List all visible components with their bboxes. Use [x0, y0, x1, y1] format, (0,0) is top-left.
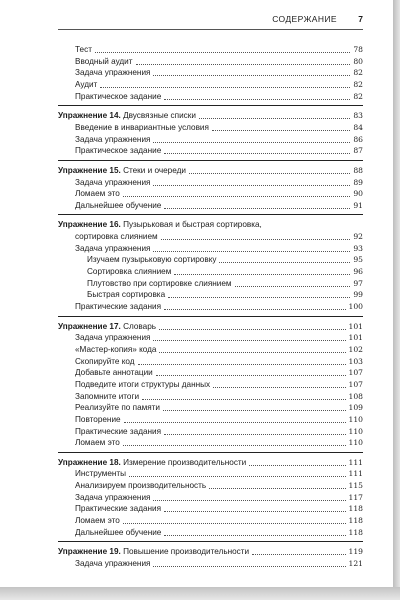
toc-entry-title: Практическое задание [75, 91, 162, 101]
exercise-number: Упражнение 18. [58, 457, 121, 467]
dot-leader [164, 99, 350, 100]
toc-entry-title: Двусвязные списки [123, 111, 196, 121]
toc-page-number: 118 [348, 527, 363, 537]
dot-leader [209, 488, 345, 489]
dot-leader [164, 208, 350, 209]
toc-entry-title: Реализуйте по памяти [75, 403, 161, 413]
toc-page-number: 97 [353, 278, 363, 288]
dot-leader [142, 399, 345, 400]
toc-page-number: 92 [353, 232, 363, 242]
page-edge-shadow [393, 0, 400, 600]
toc-entry-label [87, 255, 216, 265]
toc-entry-title: Сортировка слиянием [87, 267, 172, 277]
toc-entry-label [75, 559, 150, 569]
toc-entry-label [58, 547, 249, 557]
toc-entry-label [58, 166, 186, 176]
toc-page-number: 115 [348, 481, 363, 491]
dot-leader [168, 297, 350, 298]
dot-leader [252, 554, 345, 555]
toc-page-number: 83 [353, 111, 363, 121]
toc-entry-title: сортировка слиянием [75, 232, 158, 242]
toc-entry-label [75, 201, 161, 211]
section-divider [58, 214, 363, 215]
toc-page-number: 110 [348, 414, 363, 424]
toc-entry-label [75, 481, 206, 491]
toc-entry-label [75, 92, 161, 102]
toc-entry[interactable] [58, 321, 363, 332]
dot-leader [163, 410, 345, 411]
toc-entry-label [75, 345, 156, 355]
section-divider [58, 105, 363, 106]
toc-entry-title: Плутовство при сортировке слиянием [87, 278, 232, 288]
toc-entry-label [75, 57, 133, 67]
dot-leader [153, 500, 345, 501]
toc-entry-label [75, 244, 150, 254]
exercise-number: Упражнение 16. [58, 220, 121, 230]
toc-entry[interactable] [75, 177, 363, 188]
toc-entry[interactable] [75, 468, 363, 479]
toc-page-number: 96 [353, 267, 363, 277]
toc-entry-title: Инструменты [75, 469, 127, 479]
toc-entry[interactable] [75, 402, 363, 413]
toc-entry-title: Практические задания [75, 302, 162, 311]
toc-entry-title: Введение в инвариантные условия [75, 122, 209, 132]
toc-entry-label [75, 516, 120, 526]
dot-leader [219, 262, 350, 263]
toc-entry[interactable] [75, 44, 363, 55]
toc-entry-label [75, 302, 161, 312]
toc-entry-title: Аудит [75, 79, 98, 89]
toc-entry-title: Добавьте аннотации [75, 368, 153, 378]
dot-leader [212, 130, 350, 131]
section-divider [58, 160, 363, 161]
exercise-number: Упражнение 19. [58, 547, 121, 557]
toc-entry-title: Ломаем это [75, 516, 120, 526]
dot-leader [123, 445, 346, 446]
toc-entry[interactable] [75, 145, 363, 156]
header-rule [58, 29, 363, 30]
toc-entry-title: Дальнейшее обучение [75, 200, 162, 210]
page-number: 7 [358, 14, 363, 24]
exercise-number: Упражнение 14. [58, 111, 121, 121]
toc-entry-title: Практические задания [75, 426, 162, 436]
toc-entry[interactable] [75, 231, 363, 242]
toc-entry-title: Быстрая сортировка [87, 290, 166, 300]
dot-leader [136, 64, 351, 65]
toc-entry[interactable] [75, 67, 363, 78]
toc-entry-title: Задача упражнения [75, 243, 151, 253]
toc-entry-title: Задача упражнения [75, 333, 151, 343]
toc-entry[interactable] [75, 515, 363, 526]
toc-entry[interactable] [75, 188, 363, 199]
toc-entry-title: Ломаем это [75, 189, 120, 199]
toc-entry[interactable] [75, 391, 363, 402]
toc-entry-label [75, 123, 209, 133]
toc-page-number: 100 [348, 302, 363, 311]
section-divider [58, 316, 363, 317]
toc-page-number: 103 [348, 356, 363, 366]
toc-entry-title: Задача упражнения [75, 134, 151, 144]
toc-entry[interactable] [75, 437, 363, 448]
toc-entry-label [75, 232, 158, 242]
toc-entry-label [75, 189, 120, 199]
toc-entry[interactable] [75, 558, 363, 569]
toc-page-number: 110 [348, 426, 363, 436]
page-bottom-shadow [0, 587, 400, 600]
toc-entry-label [75, 469, 126, 479]
toc-entry-label [87, 290, 165, 300]
toc-entry-title: Запомните итоги [75, 391, 140, 401]
dot-leader [249, 465, 345, 466]
toc-page-number: 89 [353, 177, 363, 187]
toc-entry-label [58, 220, 262, 230]
toc-page-number: 111 [348, 469, 363, 479]
toc-entry[interactable] [58, 546, 363, 557]
toc-entry-label [75, 493, 150, 503]
toc-entry-title: Повторение [75, 414, 121, 424]
toc-entry-title: Ломаем это [75, 438, 120, 448]
exercise-number: Упражнение 17. [58, 321, 121, 331]
toc-page-number: 101 [348, 321, 363, 331]
toc-entry[interactable] [75, 480, 363, 491]
toc-entry[interactable] [58, 457, 363, 468]
dot-leader [153, 251, 350, 252]
dot-leader [235, 286, 351, 287]
dot-leader [164, 535, 345, 536]
toc-entry-title: «Мастер-копия» кода [75, 344, 157, 354]
toc-entry-title: Словарь [123, 321, 157, 331]
dot-leader [199, 118, 350, 119]
toc-page-number: 102 [348, 344, 363, 354]
toc-page-number: 84 [353, 122, 363, 132]
dot-leader [164, 309, 345, 310]
toc-entry-label [75, 45, 92, 55]
toc-entry[interactable] [58, 165, 363, 176]
toc-entry-label [75, 403, 160, 413]
dot-leader [124, 422, 346, 423]
toc-page-number: 82 [353, 68, 363, 78]
dot-leader [159, 352, 345, 353]
toc-entry-title: Измерение производительности [123, 457, 247, 467]
toc-entry[interactable] [75, 414, 363, 425]
toc-entry-label [58, 322, 156, 332]
toc-page-number: 118 [348, 504, 363, 514]
toc-entry-title: Практические задания [75, 504, 162, 514]
toc-entry[interactable] [75, 56, 363, 67]
toc-page-number: 108 [348, 391, 363, 401]
toc-page-number: 86 [353, 134, 363, 144]
running-header-title: СОДЕРЖАНИЕ [272, 14, 337, 24]
toc-entry-title: Анализируем производительность [75, 481, 207, 491]
toc-entry-label [58, 111, 196, 121]
toc-entry[interactable] [75, 426, 363, 437]
toc-entry-title: Задача упражнения [75, 177, 151, 187]
toc-entry-title: Повышение производительности [123, 547, 250, 557]
toc-entry[interactable] [75, 492, 363, 503]
dot-leader [174, 274, 350, 275]
toc-entry[interactable] [87, 278, 363, 289]
running-header [58, 14, 363, 28]
toc-entry-label [87, 267, 171, 277]
toc-entry-title: Дальнейшее обучение [75, 527, 162, 537]
toc-entry[interactable] [58, 219, 363, 230]
dot-leader [159, 329, 345, 330]
dot-leader [123, 523, 346, 524]
toc-entry[interactable] [75, 122, 363, 133]
toc-entry[interactable] [75, 367, 363, 378]
toc-page-number: 118 [348, 516, 363, 526]
section-divider [58, 541, 363, 542]
toc-entry-label [75, 333, 150, 343]
toc-entry[interactable] [87, 289, 363, 300]
dot-leader [100, 87, 350, 88]
toc-entry[interactable] [75, 243, 363, 254]
dot-leader [153, 566, 345, 567]
toc-page-number: 87 [353, 146, 363, 156]
toc-entry-label [75, 380, 210, 390]
toc-entry-title: Скопируйте код [75, 356, 135, 366]
toc-page-number: 110 [348, 438, 363, 448]
toc-entry-title: Тест [75, 45, 92, 54]
toc-page-number: 107 [348, 379, 363, 389]
toc-entry[interactable] [75, 200, 363, 211]
toc-entry[interactable] [75, 91, 363, 102]
toc-page-number: 88 [353, 165, 363, 175]
toc-entry[interactable] [87, 266, 363, 277]
toc-page-number: 82 [353, 91, 363, 101]
toc-page-number: 90 [353, 189, 363, 199]
toc-entry[interactable] [75, 356, 363, 367]
toc-entry-title: Пузырьковая и быстрая сортировка, [123, 220, 262, 230]
toc-entry-label [75, 504, 161, 514]
toc-page-number: 107 [348, 368, 363, 378]
toc-page-number: 78 [353, 45, 363, 54]
toc-entry-title: Задача упражнения [75, 68, 151, 78]
exercise-number: Упражнение 15. [58, 165, 121, 175]
dot-leader [153, 185, 350, 186]
toc-entry[interactable] [75, 332, 363, 343]
toc-page-number: 95 [353, 255, 363, 265]
toc-entry-label [75, 178, 150, 188]
dot-leader [164, 434, 345, 435]
toc-page-number: 117 [348, 492, 363, 502]
toc-page-number: 99 [353, 290, 363, 300]
toc-entry-label [75, 68, 150, 78]
dot-leader [153, 75, 350, 76]
dot-leader [161, 239, 351, 240]
toc-page-number: 91 [353, 200, 363, 210]
toc-entry[interactable] [58, 110, 363, 121]
toc-page-number: 82 [353, 79, 363, 89]
toc-entry-label [75, 357, 135, 367]
toc-entry-label [87, 279, 232, 289]
dot-leader [95, 52, 350, 53]
toc-page-number: 80 [353, 56, 363, 66]
dot-leader [189, 173, 350, 174]
toc-page-number: 119 [348, 547, 363, 557]
toc-entry[interactable] [75, 134, 363, 145]
toc-entry[interactable] [75, 379, 363, 390]
toc-entry-label [75, 528, 161, 538]
toc-page-number: 109 [348, 403, 363, 413]
dot-leader [156, 375, 346, 376]
toc-entry[interactable] [75, 79, 363, 90]
dot-leader [129, 476, 345, 477]
section-divider [58, 452, 363, 453]
toc-entry-title: Задача упражнения [75, 559, 151, 568]
dot-leader [153, 142, 350, 143]
toc-entry[interactable] [75, 503, 363, 514]
toc-page-number: 111 [348, 457, 363, 467]
toc-entry-title: Подведите итоги структуры данных [75, 379, 211, 389]
toc-page-number: 93 [353, 243, 363, 253]
toc-entry-title: Изучаем пузырьковую сортировку [87, 255, 217, 265]
toc-page-number: 101 [348, 333, 363, 343]
toc-entry-label [75, 415, 121, 425]
dot-leader [213, 387, 345, 388]
toc-entry[interactable] [87, 254, 363, 265]
dot-leader [138, 364, 346, 365]
toc-entry-title: Задача упражнения [75, 492, 151, 502]
dot-leader [164, 511, 345, 512]
toc-entry-label [75, 427, 161, 437]
toc-entry-label [75, 438, 120, 448]
toc-entry-title: Вводный аудит [75, 56, 133, 66]
toc-entry-label [75, 135, 150, 145]
toc-entry-title: Практическое задание [75, 146, 162, 156]
toc-entry-title: Стеки и очереди [123, 165, 186, 175]
toc-entry-label [58, 458, 246, 468]
toc-entry-label [75, 392, 139, 402]
toc-entry-label [75, 146, 161, 156]
toc-page-number: 121 [348, 559, 363, 568]
toc-entry[interactable] [75, 527, 363, 538]
dot-leader [153, 340, 345, 341]
dot-leader [164, 153, 350, 154]
toc-entry-label [75, 368, 153, 378]
toc-entry[interactable] [75, 301, 363, 312]
toc-entry[interactable] [75, 344, 363, 355]
dot-leader [123, 196, 351, 197]
toc-entry-label [75, 80, 97, 90]
